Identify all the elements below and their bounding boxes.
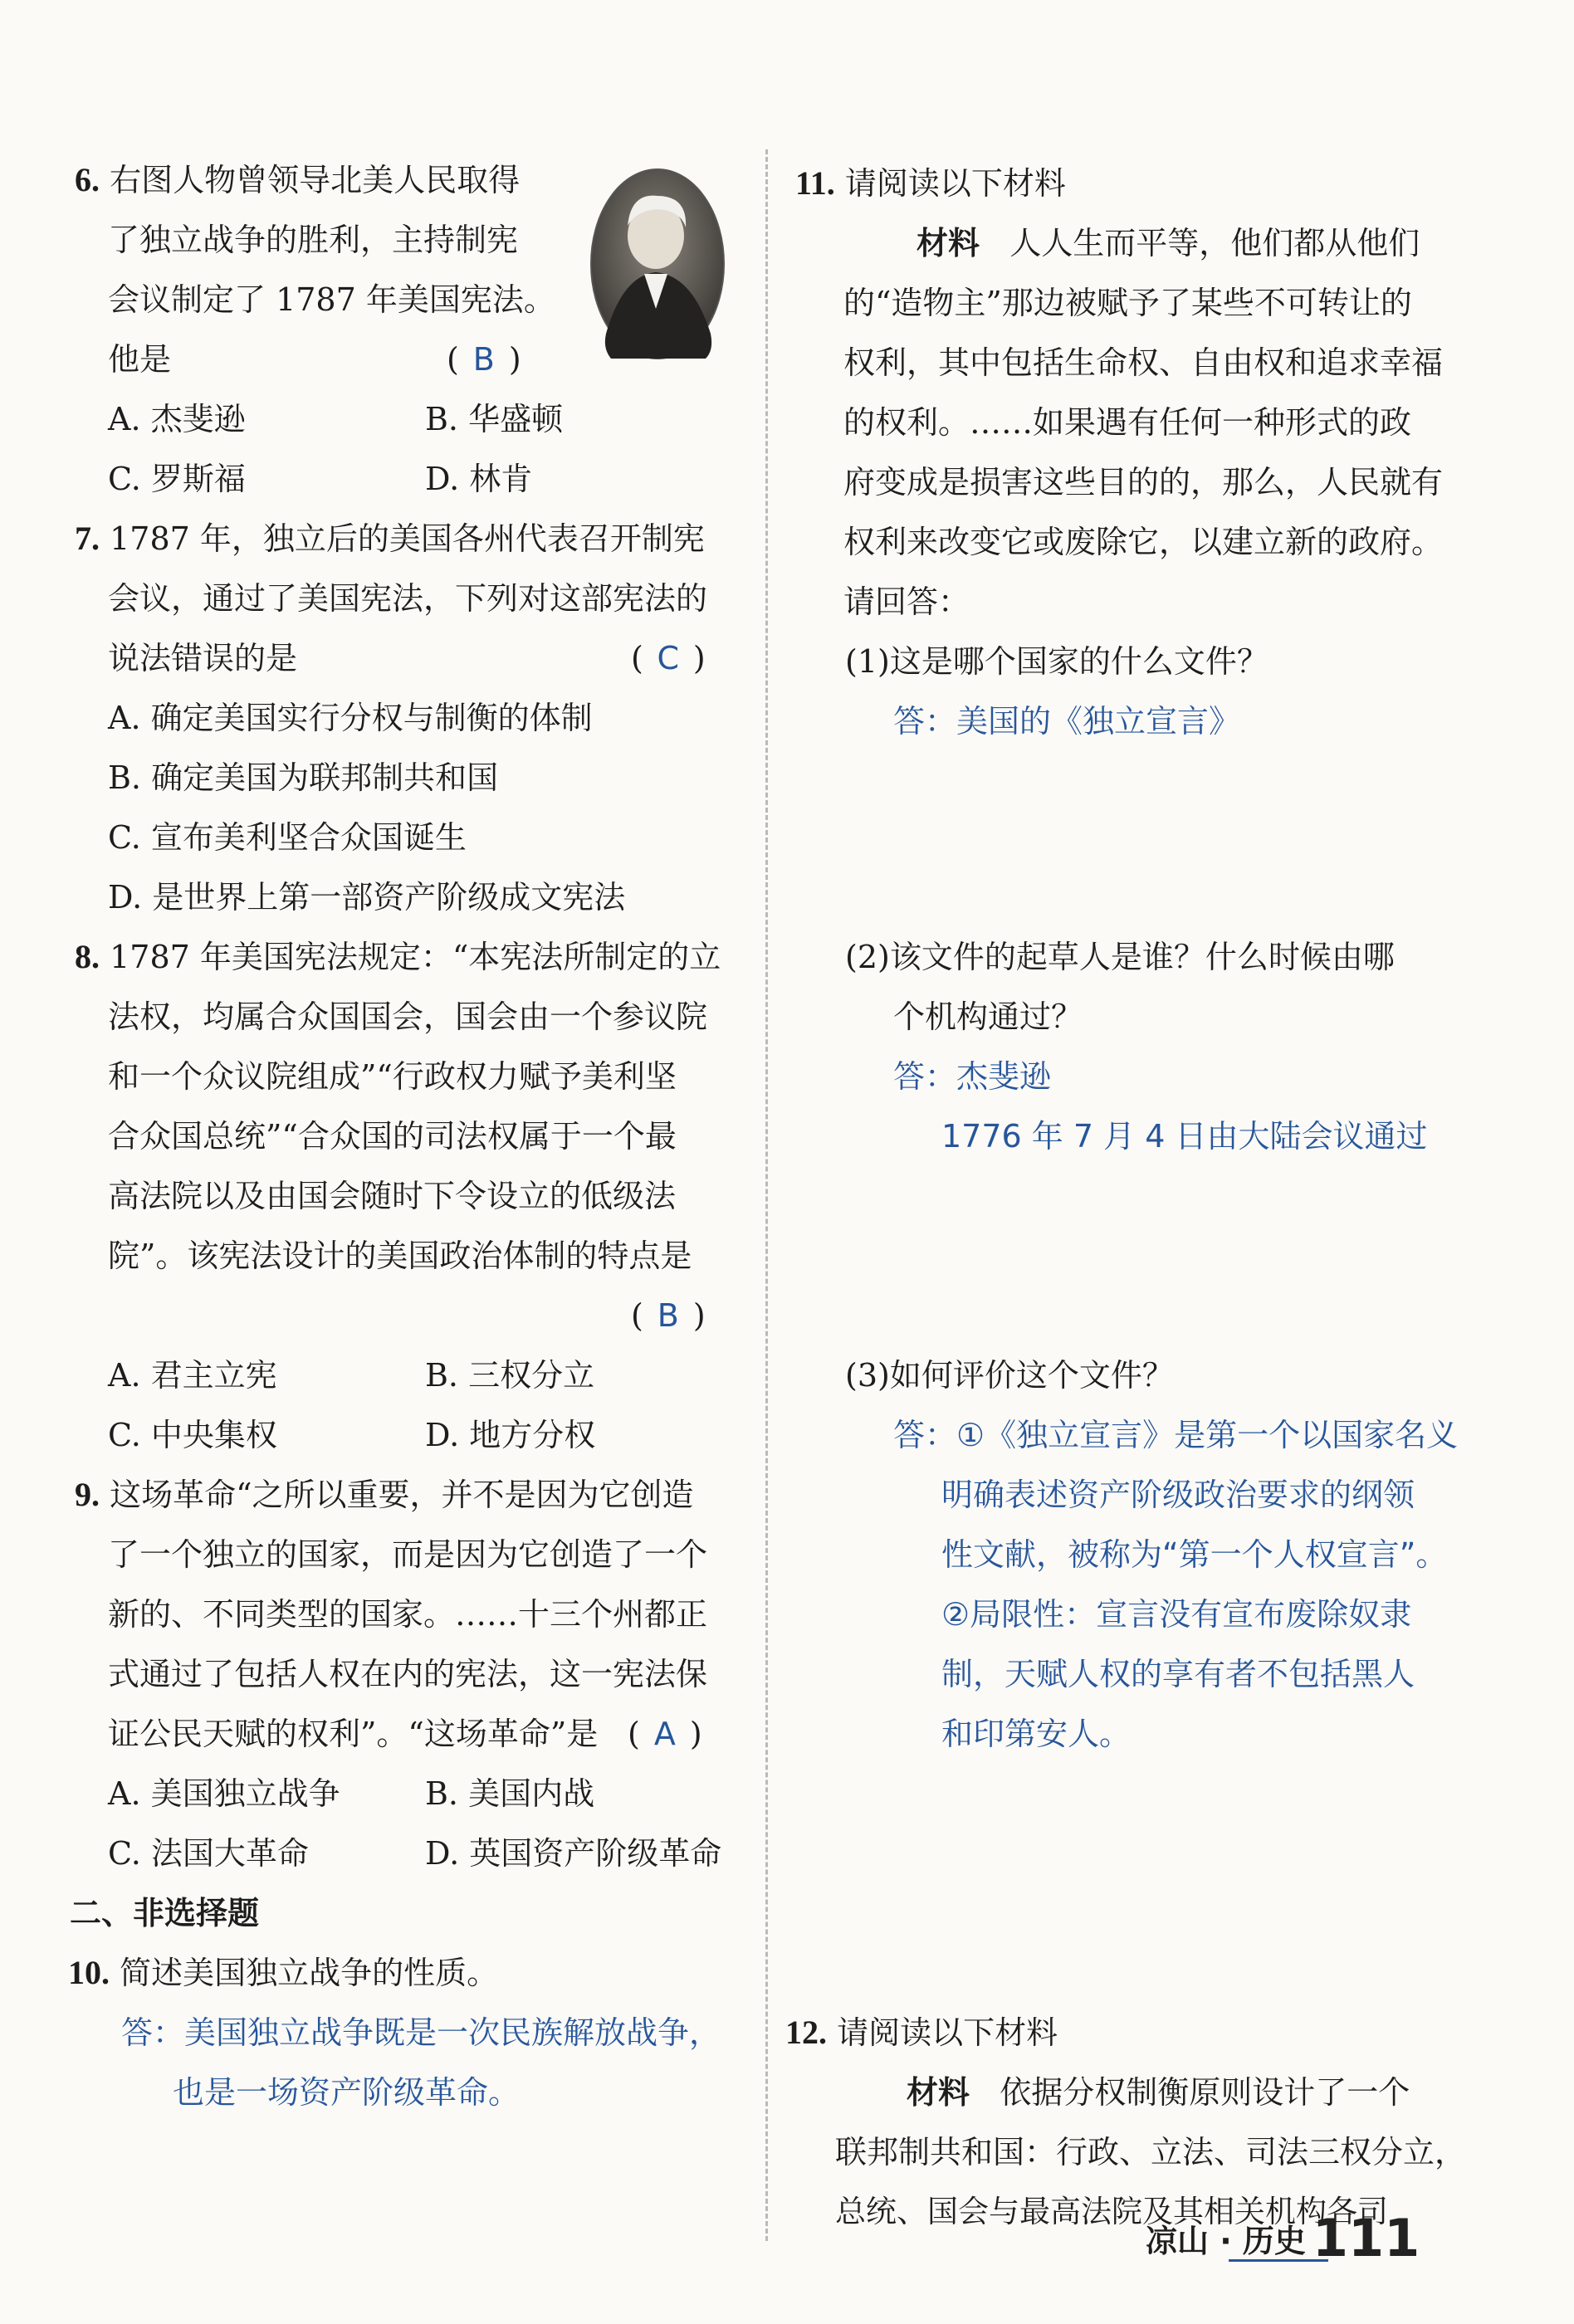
q7-answer: C: [657, 640, 680, 676]
q11-answer3-line-5: 制，天赋人权的享有者不包括黑人: [941, 1656, 1415, 1692]
q10-answer-line-2: 也是一场资产阶级革命。: [173, 2074, 521, 2111]
q6-option-c: C. 罗斯福: [108, 461, 246, 497]
q7-answer-paren: ( C ): [631, 640, 706, 676]
q8-line-5: 高法院以及由国会随时下令设立的低级法: [108, 1178, 677, 1214]
q7-line-1: 7. 1787 年，独立后的美国各州代表召开制宪: [75, 520, 705, 557]
q11-material-label: 材料: [917, 225, 980, 261]
q7-option-c: C. 宣布美利坚合众国诞生: [108, 819, 467, 856]
q9-option-a: A. 美国独立战争: [108, 1775, 340, 1812]
q9-line-5: 证公民天赋的权利”。“这场革命”是: [108, 1716, 599, 1752]
q6-number: 6.: [75, 161, 100, 198]
section-heading-nonchoice: 二、非选择题: [70, 1895, 260, 1931]
q6-option-d: D. 林肯: [425, 461, 533, 497]
q9-answer: A: [653, 1716, 676, 1752]
q9-line-4: 式通过了包括人权在内的宪法，这一宪法保: [108, 1656, 708, 1692]
q9-option-c: C. 法国大革命: [108, 1835, 309, 1872]
q9-option-b: B. 美国内战: [425, 1775, 595, 1812]
q10-answer-line-1: 答：美国独立战争既是一次民族解放战争，: [121, 2014, 721, 2051]
q6-line-1: 6. 右图人物曾领导北美人民取得: [75, 161, 521, 198]
q11-answer1: 答：美国的《独立宣言》: [893, 703, 1241, 740]
q8-line-4: 合众国总统”“合众国的司法权属于一个最: [108, 1118, 677, 1155]
q8-answer: B: [657, 1297, 679, 1334]
q6-line-2: 了独立战争的胜利，主持制宪: [108, 222, 519, 258]
q8-option-a: A. 君主立宪: [108, 1357, 277, 1394]
q7-line-3: 说法错误的是: [108, 640, 298, 676]
q11-number: 11.: [795, 164, 835, 202]
q9-line-1: 9. 这场革命“之所以重要，并不是因为它创造: [75, 1476, 694, 1513]
q6-line-4: 他是: [108, 341, 172, 378]
book-series-label: 凉山 · 历史: [1146, 2223, 1306, 2259]
q9-option-d: D. 英国资产阶级革命: [425, 1835, 722, 1872]
q11-answer2-line-2: 1776 年 7 月 4 日由大陆会议通过: [941, 1118, 1428, 1155]
q8-line-3: 和一个众议院组成”“行政权力赋予美利坚: [108, 1058, 677, 1095]
q10-question: 10. 简述美国独立战争的性质。: [68, 1954, 499, 1991]
q11-answer2-line-1: 答：杰斐逊: [893, 1058, 1052, 1095]
page-footer: [1146, 2208, 1420, 2268]
q6-option-a: A. 杰斐逊: [108, 401, 246, 437]
q12-title: 12. 请阅读以下材料: [785, 2014, 1058, 2051]
q12-number: 12.: [785, 2014, 827, 2051]
footer-underline: [1229, 2259, 1328, 2262]
q7-number: 7.: [75, 520, 100, 557]
q11-material-line-1: 材料 人人生而平等，他们都从他们: [917, 225, 1420, 261]
q10-number: 10.: [68, 1954, 110, 1991]
q12-material-label: 材料: [907, 2074, 970, 2111]
q11-sub2-line-1: (2)该文件的起草人是谁？什么时候由哪: [845, 939, 1395, 975]
q8-line-2: 法权，均属合众国国会，国会由一个参议院: [108, 998, 708, 1035]
q9-line-2: 了一个独立的国家，而是因为它创造了一个: [108, 1536, 708, 1573]
q6-answer: B: [472, 341, 495, 378]
q8-answer-paren: ( B ): [631, 1297, 706, 1334]
q11-material-line-5: 府变成是损害这些目的的，那么，人民就有: [843, 464, 1444, 500]
q7-option-b: B. 确定美国为联邦制共和国: [108, 759, 499, 796]
washington-portrait-image: [589, 168, 726, 360]
q8-option-c: C. 中央集权: [108, 1417, 277, 1453]
q7-option-a: A. 确定美国实行分权与制衡的体制: [108, 700, 593, 736]
q12-material-line-3: 总统、国会与最高法院及其相关机构各司: [835, 2194, 1388, 2229]
q9-number: 9.: [75, 1476, 100, 1513]
q8-line-1: 8. 1787 年美国宪法规定：“本宪法所制定的立: [75, 938, 721, 975]
q8-option-d: D. 地方分权: [425, 1417, 596, 1453]
q11-material-line-3: 权利，其中包括生命权、自由权和追求幸福: [843, 344, 1444, 381]
q11-material-line-6: 权利来改变它或废除它，以建立新的政府。: [843, 524, 1444, 560]
q6-line-3: 会议制定了 1787 年美国宪法。: [108, 281, 555, 318]
q6-option-b: B. 华盛顿: [425, 401, 564, 437]
q11-sub3: (3)如何评价这个文件？: [845, 1357, 1174, 1394]
q11-answer3-line-4: ②局限性：宣言没有宣布废除奴隶: [941, 1596, 1412, 1633]
q11-material-line-2: 的“造物主”那边被赋予了某些不可转让的: [843, 285, 1412, 321]
q11-title: 11. 请阅读以下材料: [795, 164, 1066, 202]
q7-line-2: 会议，通过了美国宪法，下列对这部宪法的: [108, 580, 708, 617]
q11-prompt: 请回答：: [843, 583, 970, 620]
q11-answer3-line-3: 性文献，被称为“第一个人权宣言”。: [941, 1536, 1448, 1573]
page-number: 111: [1312, 2208, 1420, 2268]
q9-answer-paren: ( A ): [628, 1716, 702, 1752]
q12-material-line-2: 联邦制共和国：行政、立法、司法三权分立，: [835, 2134, 1467, 2170]
q8-line-6: 院”。该宪法设计的美国政治体制的特点是: [108, 1238, 692, 1274]
q11-sub1: (1)这是哪个国家的什么文件？: [845, 643, 1268, 680]
column-divider: [765, 149, 768, 2241]
q12-material-line-1: 材料 依据分权制衡原则设计了一个: [907, 2074, 1410, 2111]
q11-answer3-line-2: 明确表述资产阶级政治要求的纲领: [941, 1477, 1415, 1513]
q8-number: 8.: [75, 938, 100, 975]
q6-answer-paren: ( B ): [447, 341, 521, 378]
q11-material-line-4: 的权利。……如果遇有任何一种形式的政: [843, 404, 1412, 441]
q9-line-3: 新的、不同类型的国家。……十三个州都正: [108, 1596, 708, 1633]
q11-answer3-line-1: 答：①《独立宣言》是第一个以国家名义: [893, 1417, 1459, 1453]
q8-option-b: B. 三权分立: [425, 1357, 595, 1394]
q7-option-d: D. 是世界上第一部资产阶级成文宪法: [108, 879, 626, 915]
q11-sub2-line-2: 个机构通过？: [893, 998, 1083, 1035]
q11-answer3-line-6: 和印第安人。: [941, 1716, 1132, 1752]
